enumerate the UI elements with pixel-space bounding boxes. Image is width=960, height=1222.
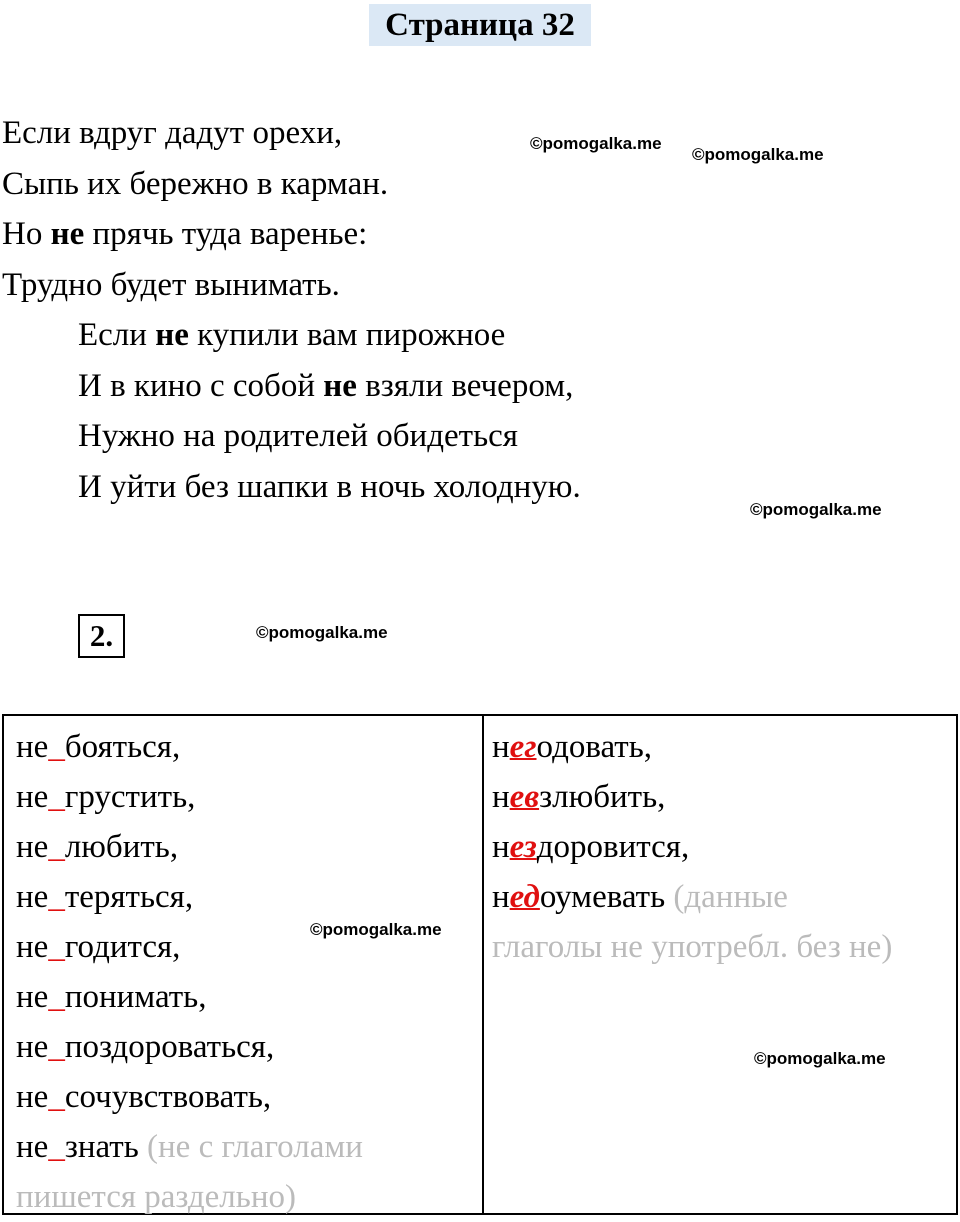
list-item: не_бояться, (16, 729, 181, 765)
watermark: ©pomogalka.me (750, 500, 882, 519)
gap-mark: _ (48, 1129, 65, 1165)
exercise-number: 2. (78, 614, 125, 658)
poem-line: Если вдруг дадут орехи, (2, 115, 343, 151)
poem-line: Трудно будет вынимать. (2, 266, 340, 303)
watermark: ©pomogalka.me (754, 1049, 886, 1068)
bold-ne: не (155, 317, 189, 353)
page-title: Страница 32 (369, 4, 591, 46)
rule-note: (не с глаголами (147, 1129, 363, 1165)
bold-ne: не (50, 216, 85, 252)
gap-mark: _ (48, 729, 65, 765)
highlighted-letters: ев (509, 779, 540, 815)
list-item: невзлюбить, (492, 779, 666, 815)
watermark: ©pomogalka.me (310, 920, 442, 939)
poem (2, 108, 581, 512)
rule-note: пишется раздельно) (16, 1179, 296, 1215)
list-item: не_грустить, (16, 779, 196, 815)
highlighted-letters: ег (509, 729, 537, 765)
gap-mark: _ (48, 829, 65, 865)
watermark: ©pomogalka.me (530, 134, 662, 153)
right-column (492, 722, 892, 972)
watermark: ©pomogalka.me (256, 623, 388, 642)
watermark: ©pomogalka.me (692, 145, 824, 164)
highlighted-letters: ед (509, 879, 540, 915)
poem-line: Нужно на родителей обидеться (78, 418, 518, 454)
gap-mark: _ (48, 1029, 65, 1065)
bold-ne: не (323, 367, 357, 404)
list-item: не_любить, (16, 829, 179, 865)
rule-note: глаголы не употребл. без не) (492, 929, 893, 965)
poem-line: Если не купили вам пирожное (78, 317, 506, 353)
list-item: не_годится, (16, 929, 181, 965)
highlighted-letters: ез (509, 829, 537, 865)
poem-line: И в кино с собой не взяли вечером, (78, 367, 574, 404)
list-item: не_теряться, (16, 879, 194, 915)
list-item: нездоровится, (492, 829, 690, 865)
column-divider (482, 716, 484, 1213)
poem-line: Сыпь их бережно в карман. (2, 165, 389, 202)
gap-mark: _ (48, 979, 65, 1015)
gap-mark: _ (48, 1079, 65, 1115)
rule-note: (данные (673, 879, 788, 915)
gap-mark: _ (48, 779, 65, 815)
poem-line: Но не прячь туда варенье: (2, 216, 368, 252)
exercise-table (2, 714, 958, 1215)
list-item: не_поздороваться, (16, 1029, 275, 1065)
gap-mark: _ (48, 929, 65, 965)
list-item: недоумевать (данные (492, 879, 788, 915)
left-column (16, 722, 363, 1222)
list-item: не_понимать, (16, 979, 207, 1015)
poem-line: И уйти без шапки в ночь холодную. (78, 468, 581, 505)
list-item: не_знать (не с глаголами (16, 1129, 363, 1165)
gap-mark: _ (48, 879, 65, 915)
list-item: негодовать, (492, 729, 653, 765)
list-item: не_сочувствовать, (16, 1079, 272, 1115)
